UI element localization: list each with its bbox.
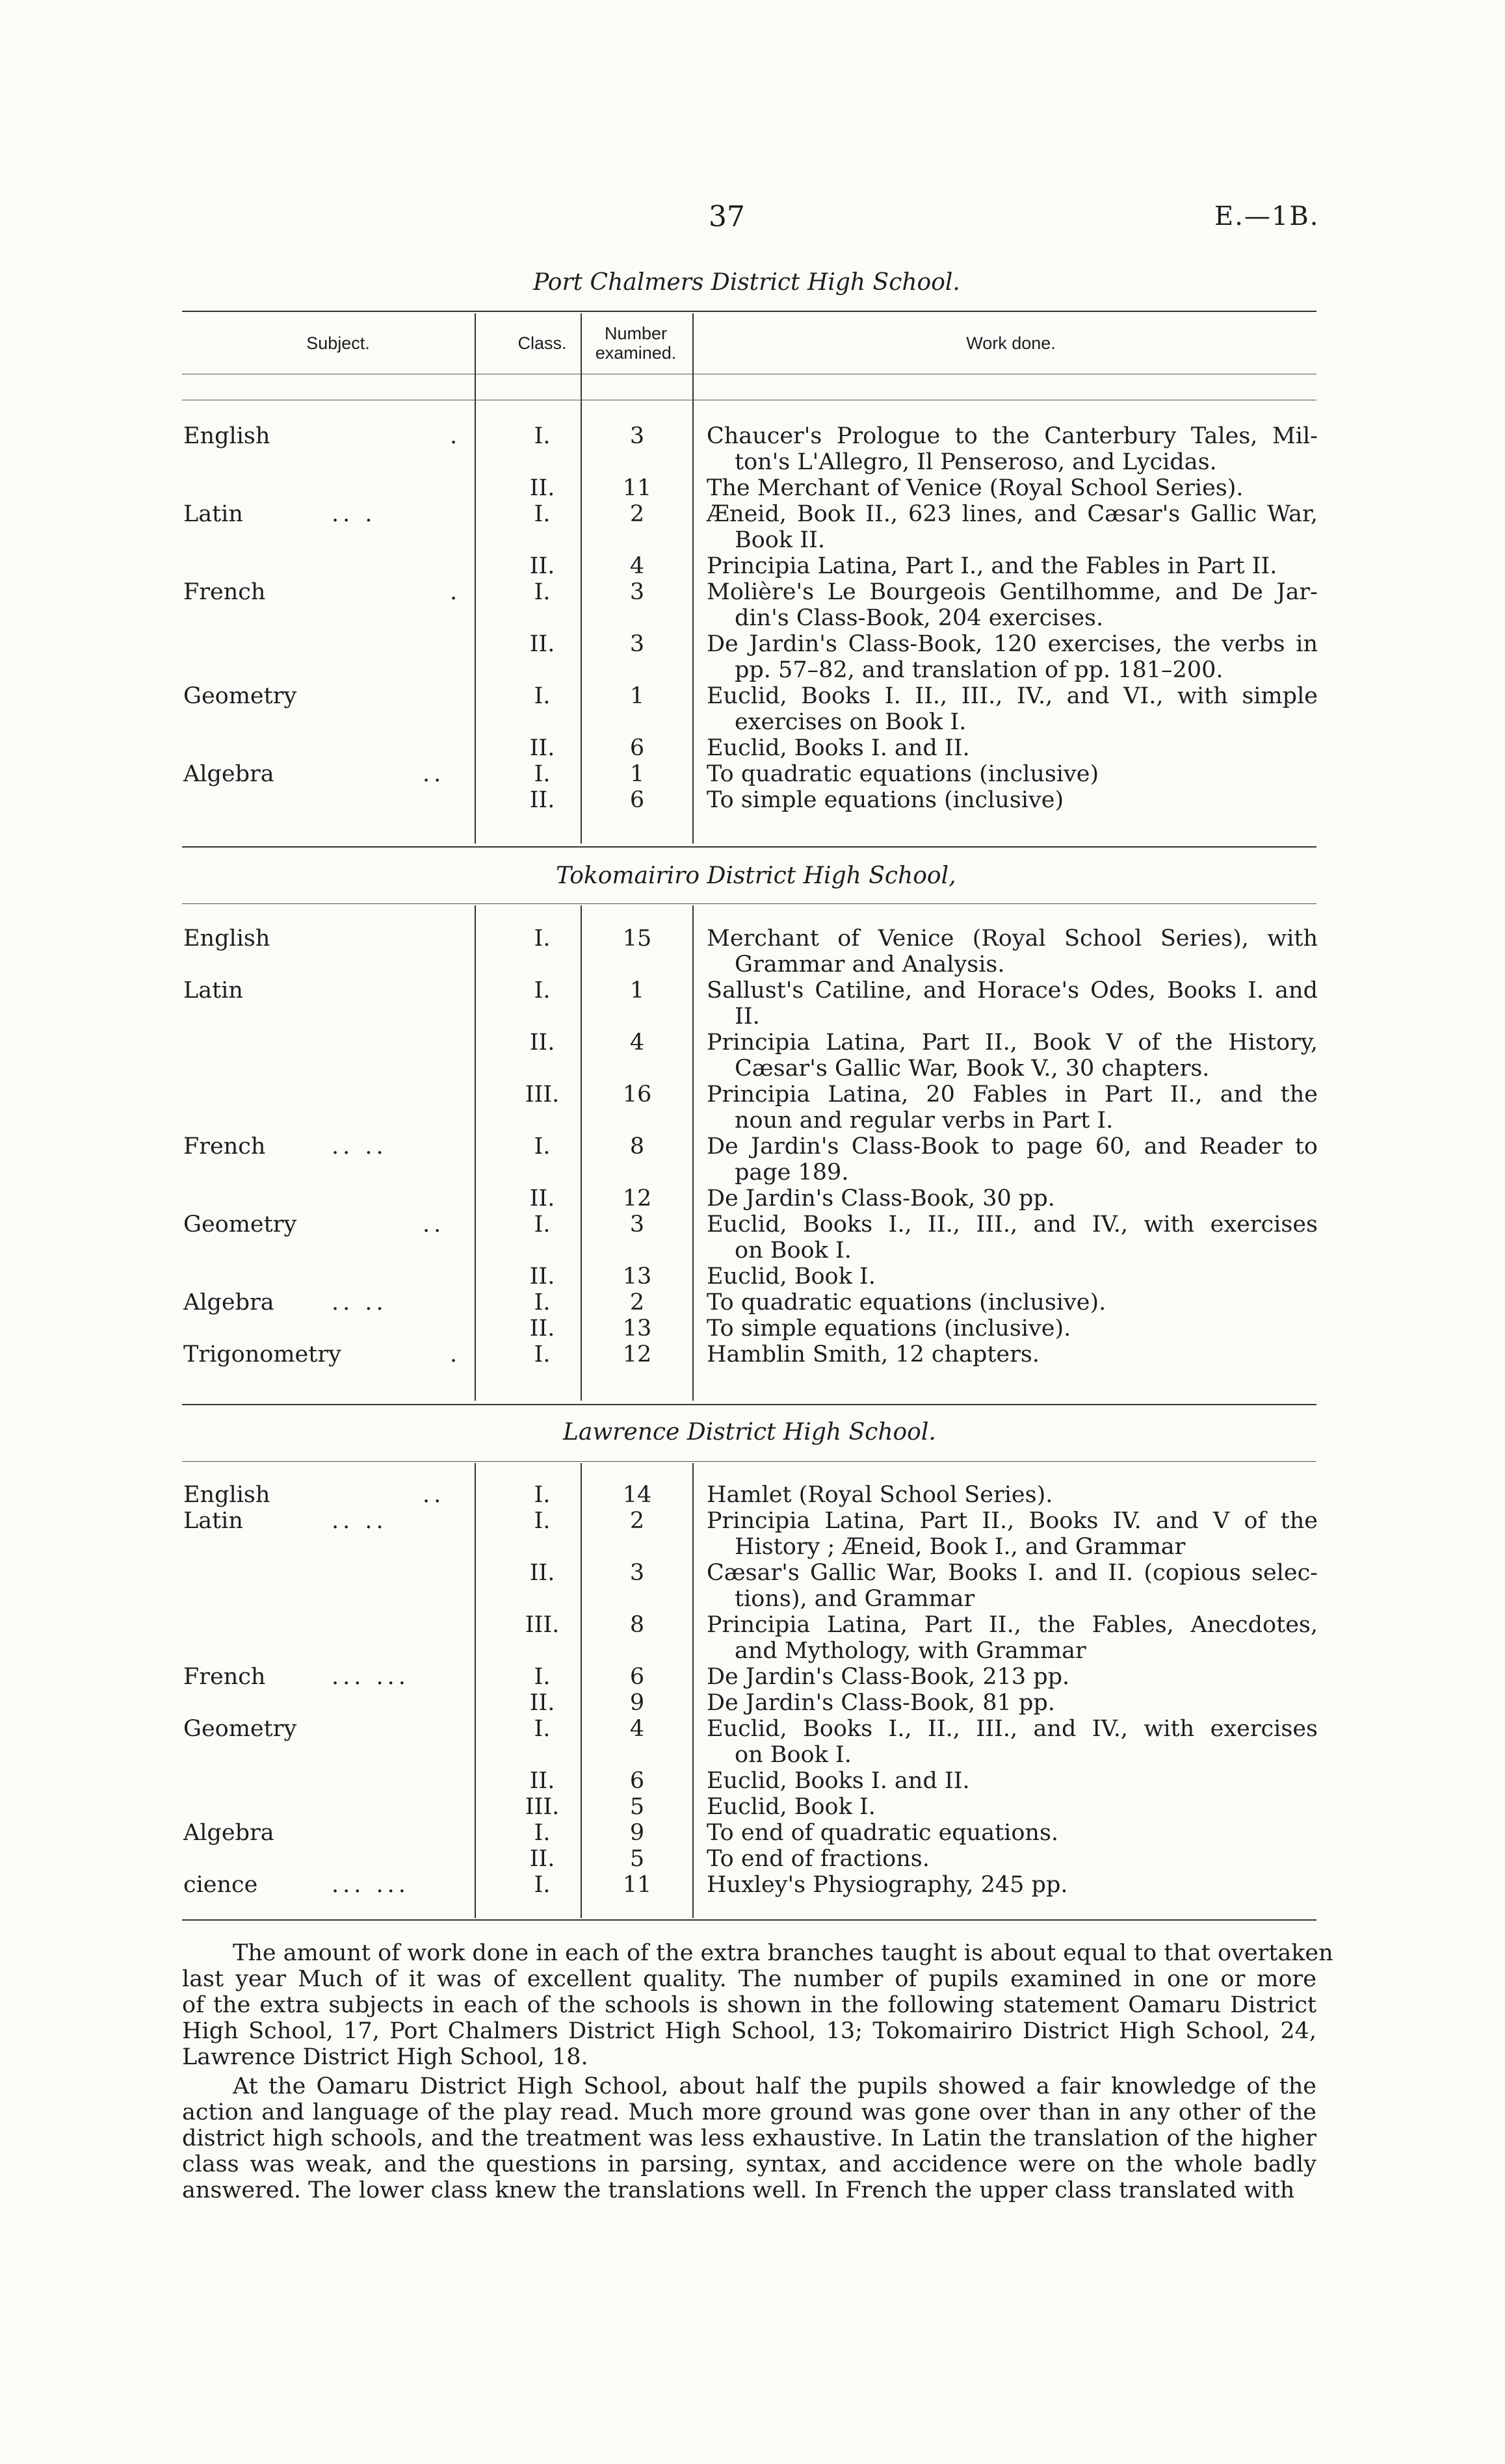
- column-header-work: Work done.: [966, 333, 1056, 353]
- class-cell: I.: [534, 978, 551, 1004]
- class-cell: I.: [534, 579, 551, 605]
- paragraph-line: of the extra subjects in each of the schools is shown in the following statement Oamaru District: [182, 1992, 1316, 2018]
- work-done-line: Euclid, Book I.: [707, 1264, 876, 1290]
- class-cell: I.: [534, 1716, 551, 1742]
- number-examined-cell: 5: [629, 1794, 645, 1820]
- number-examined-cell: 8: [629, 1134, 645, 1160]
- number-examined-cell: 2: [629, 1290, 645, 1316]
- number-examined-cell: 4: [629, 1030, 645, 1056]
- subject-cell: cience: [183, 1872, 258, 1898]
- class-cell: I.: [534, 1664, 551, 1690]
- number-examined-cell: 6: [629, 1664, 645, 1690]
- work-done-line: De Jardin's Class-Book to page 60, and Reader to: [707, 1134, 1318, 1160]
- table-row: [0, 579, 1505, 631]
- work-done-line: To end of quadratic equations.: [707, 1820, 1059, 1846]
- paragraph-line: Lawrence District High School, 18.: [182, 2044, 588, 2070]
- work-done-line: To simple equations (inclusive): [707, 787, 1064, 813]
- number-examined-cell: 1: [629, 683, 645, 709]
- table-row: [0, 1872, 1505, 1898]
- class-cell: II.: [529, 787, 555, 813]
- work-done-line: Principia Latina, Part I., and the Fables in Part II.: [707, 553, 1277, 579]
- number-examined-cell: 8: [629, 1612, 645, 1638]
- subject-cell: Trigonometry: [183, 1342, 341, 1368]
- table-row: [0, 1820, 1505, 1846]
- class-cell: II.: [529, 1560, 555, 1586]
- leader-dots: .. ..: [332, 1508, 387, 1534]
- number-examined-cell: 3: [629, 631, 645, 657]
- column-header-number-line1: Number: [604, 324, 668, 343]
- paragraph-line: last year Much of it was of excellent quality. The number of pupils examined in one or more: [182, 1966, 1316, 1992]
- subject-cell: Latin: [183, 1508, 243, 1534]
- number-examined-cell: 13: [622, 1264, 652, 1290]
- table-row: [0, 1316, 1505, 1342]
- work-done-line: page 189.: [735, 1160, 849, 1186]
- class-cell: I.: [534, 1872, 551, 1898]
- paragraph-line: At the Oamaru District High School, about half the pupils showed a fair knowledge of the: [233, 2073, 1316, 2099]
- subject-cell: French: [183, 1664, 266, 1690]
- work-done-line: Euclid, Books I., II., III., and IV., with exercises: [707, 1716, 1318, 1742]
- class-cell: I.: [534, 1342, 551, 1368]
- class-cell: I.: [534, 683, 551, 709]
- section-rule: [182, 903, 1316, 904]
- leader-dots: .: [450, 1342, 462, 1368]
- subject-cell: Algebra: [183, 1290, 274, 1316]
- subject-cell: English: [183, 1482, 270, 1508]
- table-row: [0, 761, 1505, 787]
- class-cell: I.: [534, 1290, 551, 1316]
- class-cell: II.: [529, 553, 555, 579]
- class-cell: II.: [529, 1264, 555, 1290]
- column-header-number-line2: examined.: [595, 343, 677, 363]
- work-done-line: Cæsar's Gallic War, Books I. and II. (copious selec-: [707, 1560, 1318, 1586]
- work-done-line: Principia Latina, Part II., Books IV. and V of the: [707, 1508, 1318, 1534]
- work-done-line: exercises on Book I.: [735, 709, 967, 735]
- number-examined-cell: 16: [622, 1082, 652, 1108]
- table-row: [0, 1290, 1505, 1316]
- class-cell: I.: [534, 1508, 551, 1534]
- subject-cell: English: [183, 926, 270, 952]
- class-cell: II.: [529, 1846, 555, 1872]
- leader-dots: ..: [423, 761, 445, 787]
- leader-dots: .. ..: [332, 1290, 387, 1316]
- work-done-line: Euclid, Books I. and II.: [707, 735, 970, 761]
- leader-dots: .. .: [332, 501, 376, 527]
- class-cell: III.: [525, 1612, 560, 1638]
- leader-dots: ..: [423, 1212, 445, 1238]
- work-done-line: To simple equations (inclusive).: [707, 1316, 1071, 1342]
- table-row: [0, 501, 1505, 553]
- number-examined-cell: 11: [622, 475, 652, 501]
- number-examined-cell: 15: [622, 926, 652, 952]
- number-examined-cell: 14: [622, 1482, 652, 1508]
- page-number: 37: [709, 200, 745, 233]
- number-examined-cell: 9: [629, 1820, 645, 1846]
- number-examined-cell: 13: [622, 1316, 652, 1342]
- class-cell: I.: [534, 1820, 551, 1846]
- table-row: [0, 1134, 1505, 1186]
- work-done-line: Principia Latina, Part II., Book V of the History,: [707, 1030, 1318, 1056]
- work-done-line: noun and regular verbs in Part I.: [735, 1108, 1114, 1134]
- subject-cell: French: [183, 579, 266, 605]
- table-row: [0, 683, 1505, 735]
- work-done-line: Cæsar's Gallic War, Book V., 30 chapters.: [735, 1056, 1210, 1082]
- work-done-line: History ; Æneid, Book I., and Grammar: [735, 1534, 1186, 1560]
- leader-dots: .: [450, 579, 462, 605]
- table-row: [0, 1794, 1505, 1820]
- work-done-line: ton's L'Allegro, Il Penseroso, and Lycidas.: [735, 449, 1217, 475]
- number-examined-cell: 2: [629, 1508, 645, 1534]
- work-done-line: Sallust's Catiline, and Horace's Odes, Books I. and: [707, 978, 1318, 1004]
- subject-cell: Latin: [183, 501, 243, 527]
- column-header-number: [577, 324, 694, 363]
- table-row: [0, 1716, 1505, 1768]
- school-title-port-chalmers: Port Chalmers District High School.: [533, 269, 960, 296]
- class-cell: I.: [534, 423, 551, 449]
- work-done-line: To quadratic equations (inclusive).: [707, 1290, 1106, 1316]
- work-done-line: De Jardin's Class-Book, 30 pp.: [707, 1186, 1055, 1212]
- work-done-line: Æneid, Book II., 623 lines, and Cæsar's Gallic War,: [707, 501, 1318, 527]
- table-row: [0, 735, 1505, 761]
- work-done-line: Euclid, Books I. II., III., IV., and VI., with simple: [707, 683, 1318, 709]
- subject-cell: Geometry: [183, 1716, 297, 1742]
- subject-cell: Geometry: [183, 683, 297, 709]
- table-bottom-rule: [182, 846, 1316, 848]
- class-cell: I.: [534, 1212, 551, 1238]
- number-examined-cell: 3: [629, 579, 645, 605]
- table-row: [0, 553, 1505, 579]
- page-reference: E.—1B.: [1214, 201, 1320, 231]
- paragraph-line: class was weak, and the questions in parsing, syntax, and accidence were on the whole badly: [182, 2151, 1316, 2177]
- class-cell: III.: [525, 1794, 560, 1820]
- work-done-line: Euclid, Books I., II., III., and IV., with exercises: [707, 1212, 1318, 1238]
- work-done-line: pp. 57–82, and translation of pp. 181–200.: [735, 657, 1224, 683]
- work-done-line: and Mythology, with Grammar: [735, 1638, 1086, 1664]
- subject-cell: Algebra: [183, 1820, 274, 1846]
- body-paragraph: [182, 1940, 1333, 2070]
- work-done-line: To end of fractions.: [707, 1846, 930, 1872]
- work-done-line: Principia Latina, Part II., the Fables, Anecdotes,: [707, 1612, 1318, 1638]
- work-done-line: Hamlet (Royal School Series).: [707, 1482, 1053, 1508]
- number-examined-cell: 4: [629, 553, 645, 579]
- table-row: [0, 1482, 1505, 1508]
- table-row: [0, 1846, 1505, 1872]
- column-header-subject: Subject.: [306, 333, 370, 353]
- work-done-line: tions), and Grammar: [735, 1586, 975, 1612]
- table-row: [0, 1560, 1505, 1612]
- paragraph-line: action and language of the play read. Much more ground was gone over than in any other of the: [182, 2099, 1316, 2125]
- subject-cell: Latin: [183, 978, 243, 1004]
- table-row: [0, 1212, 1505, 1264]
- subject-cell: English: [183, 423, 270, 449]
- work-done-line: De Jardin's Class-Book, 213 pp.: [707, 1664, 1070, 1690]
- table-row: [0, 1030, 1505, 1082]
- leader-dots: ... ...: [332, 1872, 410, 1898]
- school-title-tokomairiro: Tokomairiro District High School,: [556, 862, 956, 889]
- table-top-rule: [182, 311, 1316, 312]
- class-cell: I.: [534, 501, 551, 527]
- class-cell: I.: [534, 926, 551, 952]
- number-examined-cell: 6: [629, 787, 645, 813]
- table-row: [0, 1612, 1505, 1664]
- class-cell: I.: [534, 1134, 551, 1160]
- number-examined-cell: 9: [629, 1690, 645, 1716]
- work-done-line: Euclid, Book I.: [707, 1794, 876, 1820]
- work-done-line: De Jardin's Class-Book, 81 pp.: [707, 1690, 1055, 1716]
- table-row: [0, 1768, 1505, 1794]
- class-cell: II.: [529, 1316, 555, 1342]
- number-examined-cell: 2: [629, 501, 645, 527]
- number-examined-cell: 3: [629, 1560, 645, 1586]
- number-examined-cell: 12: [622, 1342, 652, 1368]
- number-examined-cell: 5: [629, 1846, 645, 1872]
- table-bottom-rule: [182, 1919, 1316, 1921]
- class-cell: I.: [534, 1482, 551, 1508]
- number-examined-cell: 12: [622, 1186, 652, 1212]
- work-done-line: Euclid, Books I. and II.: [707, 1768, 970, 1794]
- body-paragraph: [182, 2073, 1316, 2203]
- work-done-line: II.: [735, 1004, 760, 1030]
- table-row: [0, 631, 1505, 683]
- table-row: [0, 1664, 1505, 1690]
- number-examined-cell: 6: [629, 735, 645, 761]
- table-row: [0, 423, 1505, 475]
- school-title-lawrence: Lawrence District High School.: [563, 1419, 936, 1446]
- class-cell: II.: [529, 1690, 555, 1716]
- paragraph-line: district high schools, and the treatment was less exhaustive. In Latin the translation of the higher: [182, 2125, 1316, 2151]
- class-cell: II.: [529, 735, 555, 761]
- work-done-line: De Jardin's Class-Book, 120 exercises, the verbs in: [707, 631, 1318, 657]
- work-done-line: Hamblin Smith, 12 chapters.: [707, 1342, 1040, 1368]
- table-row: [0, 978, 1505, 1030]
- leader-dots: ..: [423, 1482, 445, 1508]
- number-examined-cell: 3: [629, 1212, 645, 1238]
- table-row: [0, 1082, 1505, 1134]
- class-cell: II.: [529, 631, 555, 657]
- number-examined-cell: 6: [629, 1768, 645, 1794]
- table-row: [0, 787, 1505, 813]
- work-done-line: Merchant of Venice (Royal School Series), with: [707, 926, 1318, 952]
- work-done-line: Grammar and Analysis.: [735, 952, 1005, 978]
- table-row: [0, 926, 1505, 978]
- subject-cell: French: [183, 1134, 266, 1160]
- work-done-line: Book II.: [735, 527, 825, 553]
- number-examined-cell: 1: [629, 761, 645, 787]
- class-cell: II.: [529, 475, 555, 501]
- work-done-line: on Book I.: [735, 1742, 852, 1768]
- leader-dots: .: [450, 423, 462, 449]
- work-done-line: Principia Latina, 20 Fables in Part II., and the: [707, 1082, 1318, 1108]
- work-done-line: on Book I.: [735, 1238, 852, 1264]
- work-done-line: din's Class-Book, 204 exercises.: [735, 605, 1104, 631]
- table-row: [0, 1508, 1505, 1560]
- column-header-class: Class.: [517, 333, 567, 353]
- subject-cell: Geometry: [183, 1212, 297, 1238]
- section-rule: [182, 1461, 1316, 1462]
- leader-dots: ... ...: [332, 1664, 410, 1690]
- table-row: [0, 1690, 1505, 1716]
- work-done-line: Chaucer's Prologue to the Canterbury Tales, Mil-: [707, 423, 1318, 449]
- table-row: [0, 1186, 1505, 1212]
- table-row: [0, 475, 1505, 501]
- number-examined-cell: 1: [629, 978, 645, 1004]
- number-examined-cell: 11: [622, 1872, 652, 1898]
- table-bottom-rule: [182, 1404, 1316, 1405]
- paragraph-line: answered. The lower class knew the translations well. In French the upper class translated with: [182, 2177, 1295, 2203]
- leader-dots: .. ..: [332, 1134, 387, 1160]
- subject-cell: Algebra: [183, 761, 274, 787]
- class-cell: II.: [529, 1030, 555, 1056]
- class-cell: II.: [529, 1186, 555, 1212]
- work-done-line: Molière's Le Bourgeois Gentilhomme, and De Jar-: [707, 579, 1318, 605]
- work-done-line: To quadratic equations (inclusive): [707, 761, 1099, 787]
- paragraph-line: High School, 17, Port Chalmers District High School, 13; Tokomairiro District High School, 24,: [182, 2018, 1316, 2044]
- number-examined-cell: 3: [629, 423, 645, 449]
- table-row: [0, 1264, 1505, 1290]
- class-cell: II.: [529, 1768, 555, 1794]
- table-row: [0, 1342, 1505, 1368]
- class-cell: III.: [525, 1082, 560, 1108]
- paragraph-line: The amount of work done in each of the extra branches taught is about equal to that overtaken: [233, 1940, 1333, 1966]
- class-cell: I.: [534, 761, 551, 787]
- work-done-line: The Merchant of Venice (Royal School Series).: [707, 475, 1244, 501]
- number-examined-cell: 4: [629, 1716, 645, 1742]
- work-done-line: Huxley's Physiography, 245 pp.: [707, 1872, 1068, 1898]
